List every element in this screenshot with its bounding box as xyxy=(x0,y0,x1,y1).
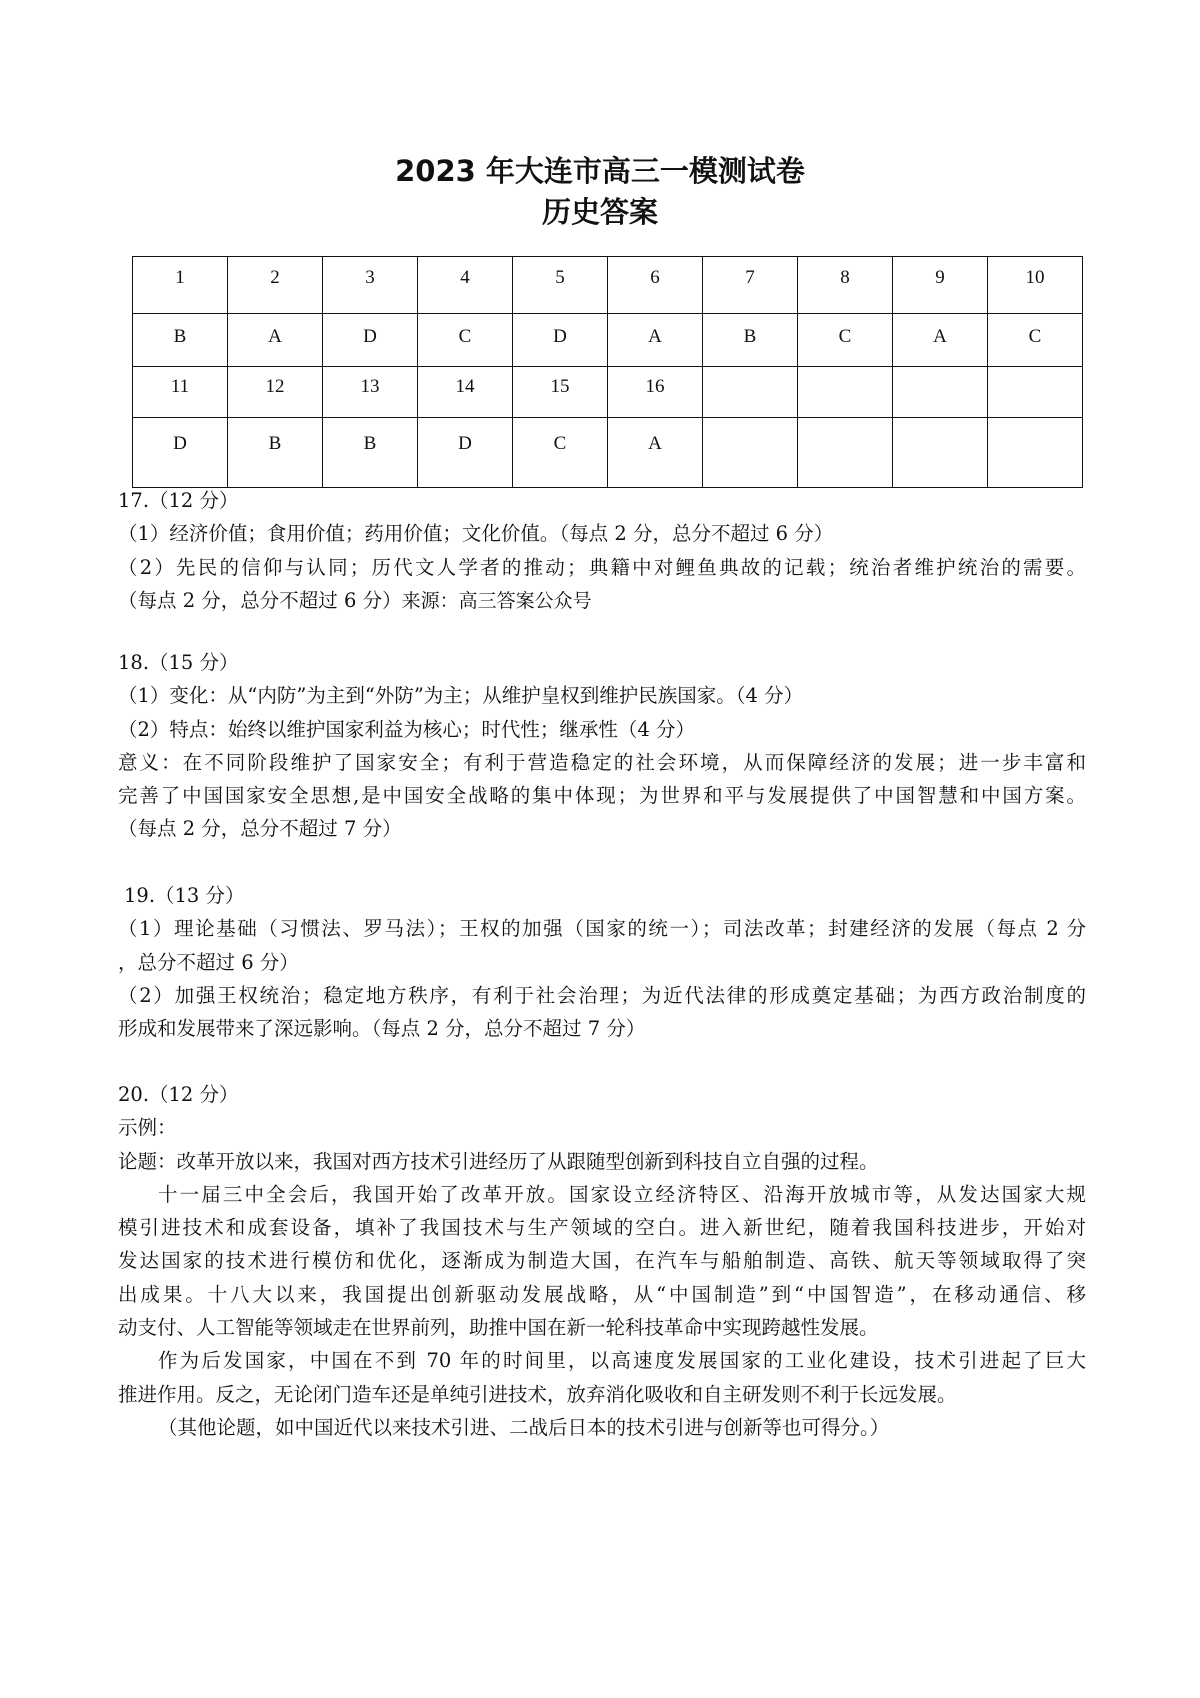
cell-text: C xyxy=(838,326,852,347)
answer-line: （2）特点：始终以维护国家利益为核心；时代性；继承性（4 分） xyxy=(118,717,696,741)
question-18-heading: 18.（15 分） xyxy=(118,651,239,674)
answer-line: 十一届三中全会后，我国开始了改革开放。国家设立经济特区、沿海开放城市等，从发达国家大规 xyxy=(158,1182,1086,1206)
answer-line: （2）加强王权统治；稳定地方秩序，有利于社会治理；为近代法律的形成奠定基础；为西方政治制度的 xyxy=(118,983,1086,1007)
cell-text: 6 xyxy=(650,267,660,288)
table-cell-empty xyxy=(988,367,1083,418)
cell-text: A xyxy=(648,433,662,454)
table-cell-empty xyxy=(798,418,893,488)
question-19-heading: 19.（13 分） xyxy=(124,884,245,907)
table-cell xyxy=(798,314,893,367)
table-cell xyxy=(418,314,513,367)
document-subtitle: 历史答案 xyxy=(541,195,658,229)
cell-text: C xyxy=(458,326,472,347)
table-cell xyxy=(228,418,323,488)
table-cell xyxy=(513,257,608,314)
cell-text: C xyxy=(553,433,567,454)
table-cell xyxy=(798,257,893,314)
cell-text: 3 xyxy=(365,267,375,288)
table-cell-empty xyxy=(988,418,1083,488)
thesis-line: 论题：改革开放以来，我国对西方技术引进经历了从跟随型创新到科技自立自强的过程。 xyxy=(118,1149,879,1173)
table-cell xyxy=(228,367,323,418)
table-cell xyxy=(133,367,228,418)
source-note: 来源：高三答案公众号 xyxy=(401,589,592,612)
table-cell xyxy=(703,257,798,314)
table-cell xyxy=(988,314,1083,367)
table-cell xyxy=(133,314,228,367)
table-cell xyxy=(323,418,418,488)
table-cell xyxy=(893,257,988,314)
cell-text: 14 xyxy=(455,376,475,397)
table-cell xyxy=(323,314,418,367)
cell-text: B xyxy=(268,433,282,454)
cell-text: 2 xyxy=(270,267,280,288)
scoring-note: （每点 2 分，总分不超过 6 分） xyxy=(118,588,402,612)
table-cell xyxy=(608,367,703,418)
table-cell xyxy=(418,418,513,488)
cell-text: 13 xyxy=(360,376,380,397)
table-cell-empty xyxy=(893,367,988,418)
table-cell xyxy=(893,314,988,367)
answer-line: （每点 2 分，总分不超过 7 分） xyxy=(118,817,402,841)
answer-line: （1）理论基础（习惯法、罗马法）；王权的加强（国家的统一）；司法改革；封建经济的发展（每点 2 分 xyxy=(118,917,1086,941)
table-cell xyxy=(228,314,323,367)
table-row-question-numbers xyxy=(133,367,1083,418)
table-cell xyxy=(703,314,798,367)
table-cell xyxy=(418,257,513,314)
example-label: 示例： xyxy=(118,1116,177,1140)
cell-text: C xyxy=(1028,326,1042,347)
cell-text: 11 xyxy=(170,376,190,397)
cell-text: A xyxy=(648,326,662,347)
cell-text: 15 xyxy=(550,376,570,397)
table-row-answers xyxy=(133,314,1083,367)
cell-text: A xyxy=(268,326,282,347)
table-row-answers xyxy=(133,418,1083,488)
document-header xyxy=(0,151,1200,233)
cell-text: 8 xyxy=(840,267,850,288)
table-cell xyxy=(513,314,608,367)
question-17-section xyxy=(118,484,1086,618)
table-cell xyxy=(513,418,608,488)
cell-text: 7 xyxy=(745,267,755,288)
essay-paragraph-3 xyxy=(118,1411,1086,1444)
cell-text: B xyxy=(173,326,187,347)
cell-text: 4 xyxy=(460,267,470,288)
table-cell xyxy=(228,257,323,314)
table-cell xyxy=(513,367,608,418)
table-cell xyxy=(323,367,418,418)
answer-line: 完善了中国国家安全思想,是中国安全战略的集中体现；为世界和平与发展提供了中国智慧和中国方案。 xyxy=(118,784,1086,808)
question-20-heading: 20.（12 分） xyxy=(118,1083,239,1106)
table-cell xyxy=(418,367,513,418)
cell-text: B xyxy=(743,326,757,347)
essay-paragraph-1 xyxy=(118,1178,1086,1344)
cell-text: 5 xyxy=(555,267,565,288)
table-cell xyxy=(133,418,228,488)
answer-line: 发达国家的技术进行模仿和优化，逐渐成为制造大国，在汽车与船舶制造、高铁、航天等领域取得了突 xyxy=(118,1249,1086,1273)
answer-line: （其他论题，如中国近代以来技术引进、二战后日本的技术引进与创新等也可得分。） xyxy=(158,1415,890,1439)
cell-text: D xyxy=(458,433,472,454)
table-cell xyxy=(608,314,703,367)
answer-line: 推进作用。反之，无论闭门造车还是单纯引进技术，放弃消化吸收和自主研发则不利于长远发展。 xyxy=(118,1382,957,1406)
table-row-question-numbers xyxy=(133,257,1083,314)
question-19-section xyxy=(118,879,1086,1045)
question-17-heading: 17.（12 分） xyxy=(118,489,239,512)
question-18-section xyxy=(118,646,1086,846)
cell-text: 16 xyxy=(645,376,665,397)
answer-line: 作为后发国家，中国在不到 70 年的时间里，以高速度发展国家的工业化建设，技术引进起了巨大 xyxy=(158,1349,1086,1373)
cell-text: 9 xyxy=(935,267,945,288)
answer-line xyxy=(118,584,1086,618)
answer-line: 动支付、人工智能等领域走在世界前列，助推中国在新一轮科技革命中实现跨越性发展。 xyxy=(118,1316,879,1340)
cell-text: 1 xyxy=(175,267,185,288)
answer-line: 形成和发展带来了深远影响。（每点 2 分，总分不超过 7 分） xyxy=(118,1017,646,1041)
table-cell xyxy=(608,257,703,314)
table-cell xyxy=(323,257,418,314)
cell-text: B xyxy=(363,433,377,454)
answer-table xyxy=(132,256,1083,488)
table-cell xyxy=(988,257,1083,314)
table-cell-empty xyxy=(703,418,798,488)
cell-text: 10 xyxy=(1025,267,1045,288)
answer-line: 意义：在不同阶段维护了国家安全；有利于营造稳定的社会环境，从而保障经济的发展；进一步丰富和 xyxy=(118,750,1086,774)
answer-line: 模引进技术和成套设备，填补了我国技术与生产领域的空白。进入新世纪，随着我国科技进步，开始对 xyxy=(118,1216,1086,1240)
answer-line: 出成果。十八大以来，我国提出创新驱动发展战略，从“中国制造”到“中国智造”，在移动通信、移 xyxy=(118,1282,1086,1306)
answer-line: ，总分不超过 6 分） xyxy=(118,950,299,974)
answer-line: （1）变化：从“内防”为主到“外防”为主；从维护皇权到维护民族国家。（4 分） xyxy=(118,684,804,708)
table-cell-empty xyxy=(893,418,988,488)
essay-paragraph-2 xyxy=(118,1344,1086,1411)
answer-line: （2）先民的信仰与认同；历代文人学者的推动；典籍中对鲤鱼典故的记载；统治者维护统治的需要。 xyxy=(118,555,1086,579)
table-cell-empty xyxy=(703,367,798,418)
question-20-section xyxy=(118,1078,1086,1444)
table-cell xyxy=(608,418,703,488)
cell-text: D xyxy=(363,326,377,347)
answer-line: （1）经济价值；食用价值；药用价值；文化价值。（每点 2 分，总分不超过 6 分） xyxy=(118,522,834,546)
cell-text: 12 xyxy=(265,376,285,397)
cell-text: D xyxy=(173,433,187,454)
document-title: 2023 年大连市高三一模测试卷 xyxy=(395,154,805,188)
table-cell xyxy=(133,257,228,314)
cell-text: A xyxy=(933,326,947,347)
table-cell-empty xyxy=(798,367,893,418)
cell-text: D xyxy=(553,326,567,347)
